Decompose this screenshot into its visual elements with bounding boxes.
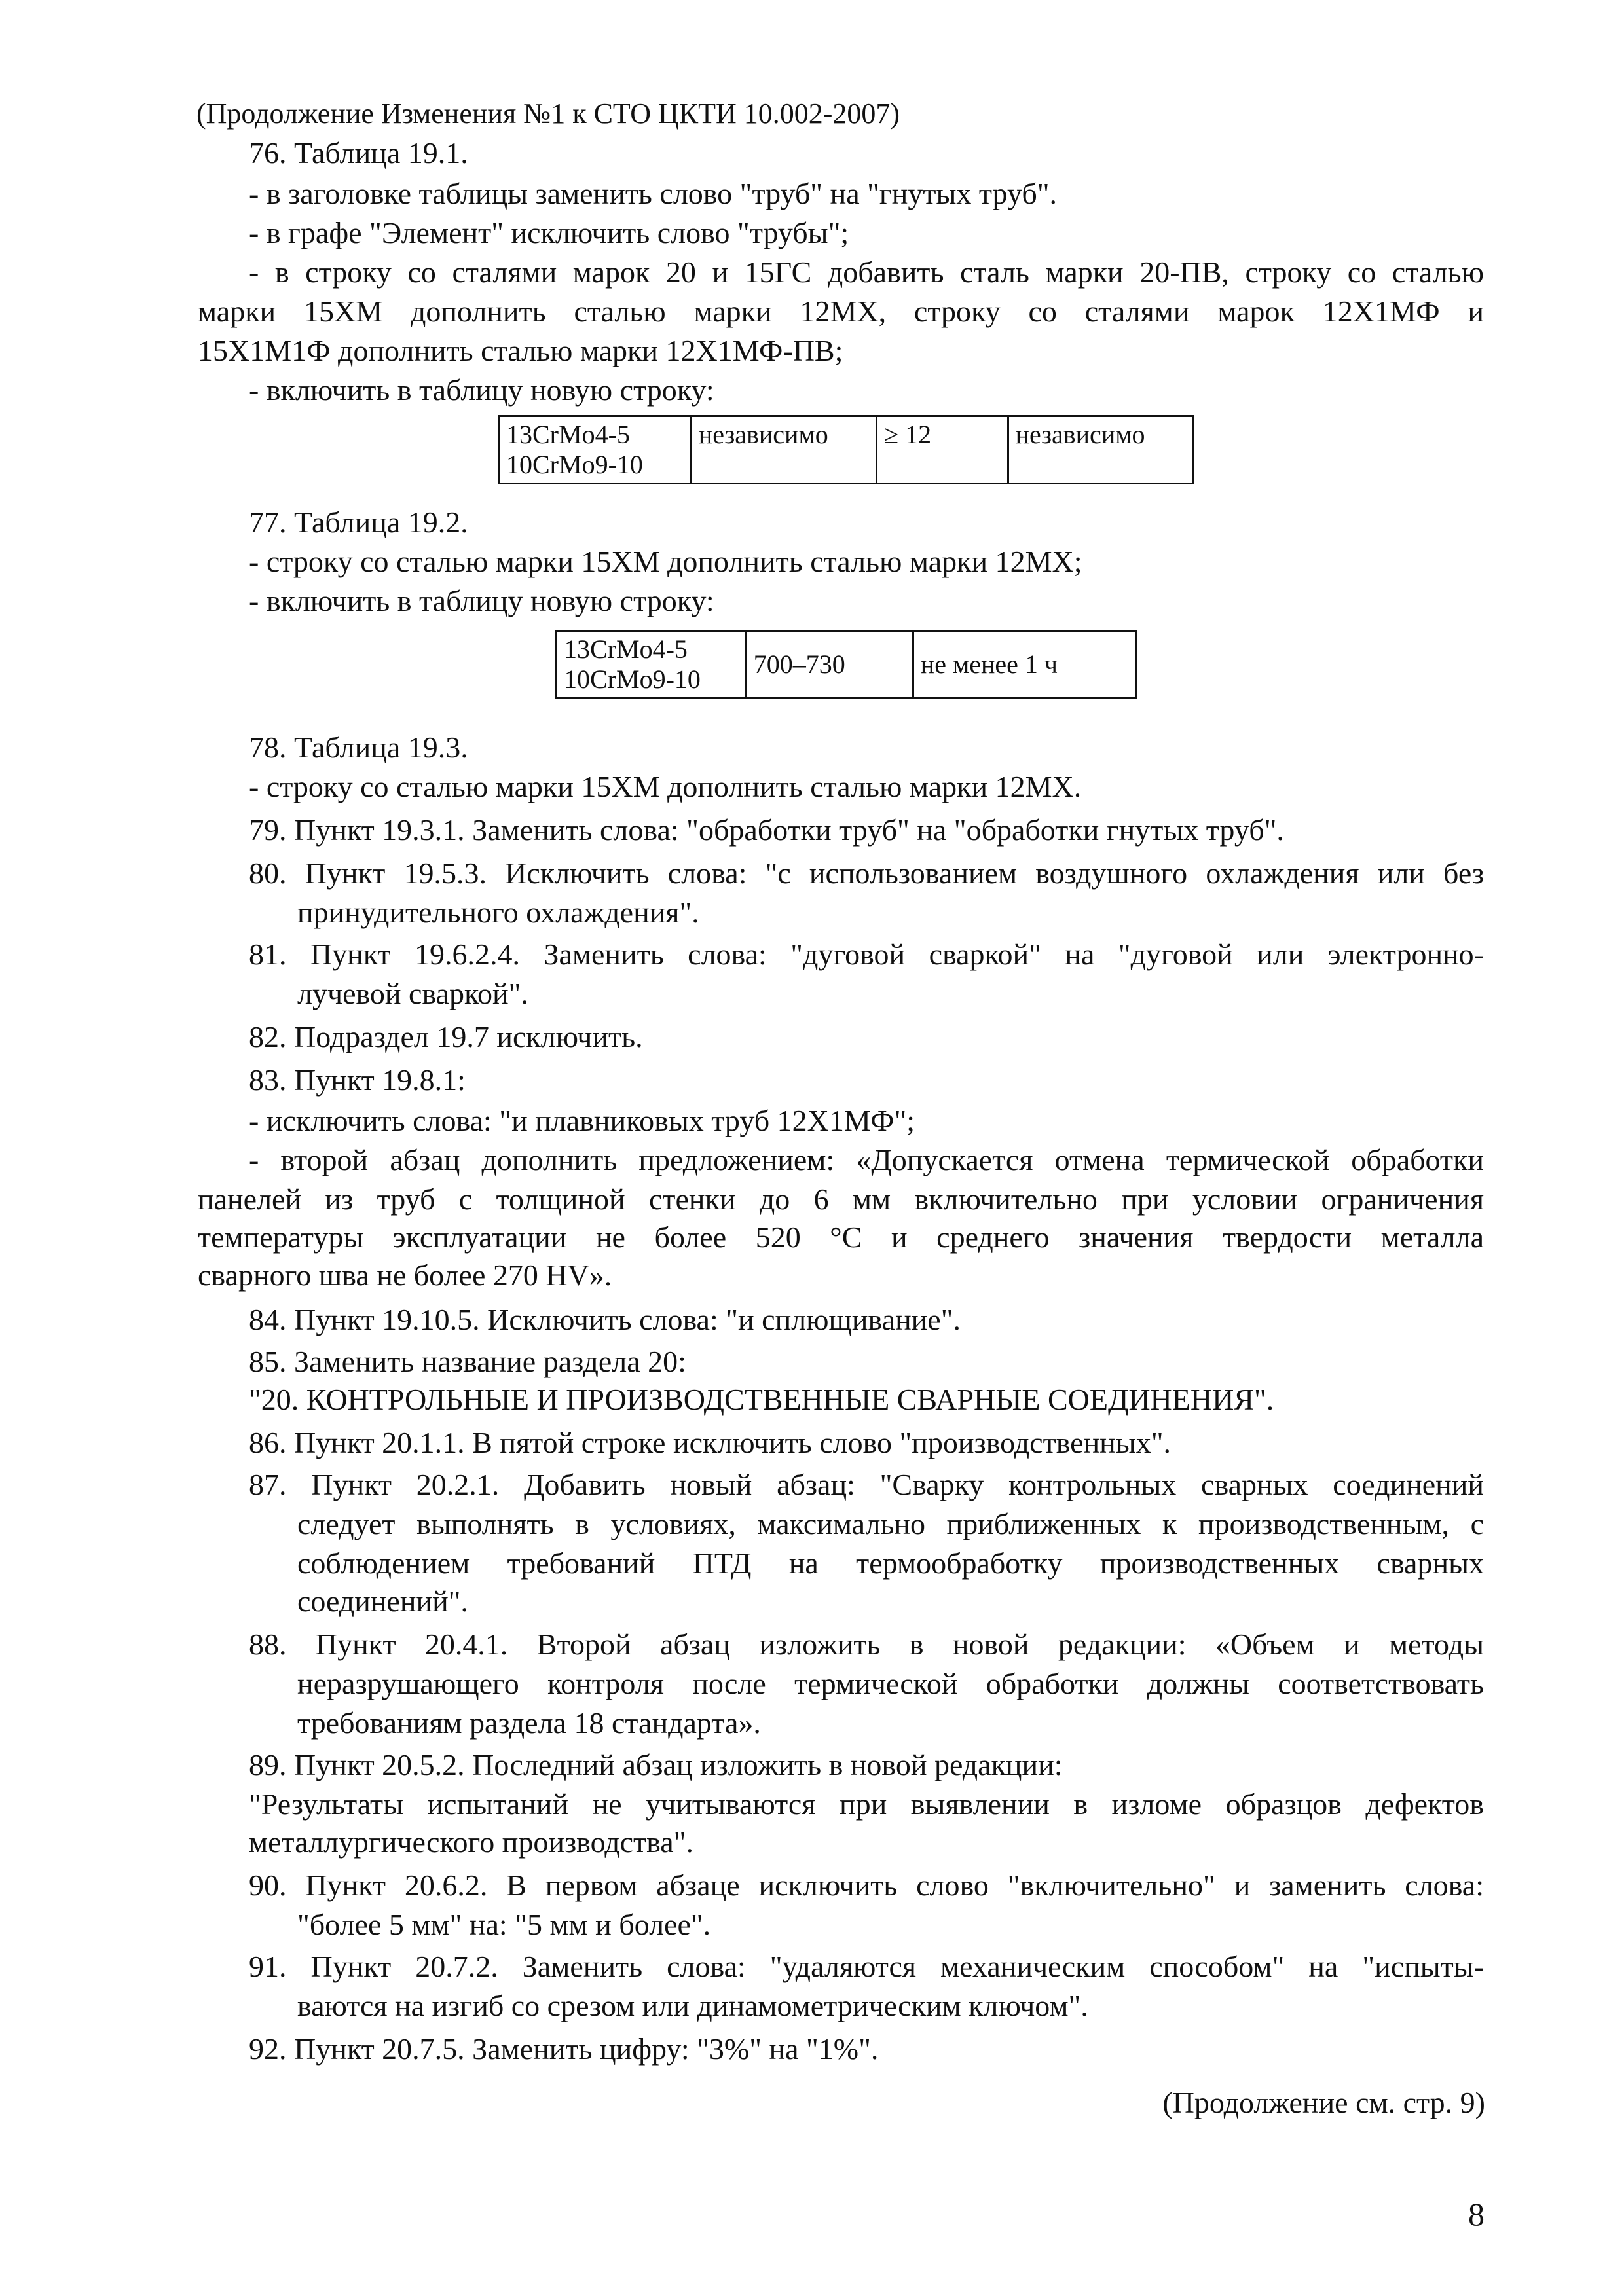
item-76-title: 76. Таблица 19.1.: [249, 136, 468, 170]
item-89-line3: металлургического производства".: [249, 1825, 693, 1859]
item-83-b-line3: температуры эксплуатации не более 520 °С и среднего значения твердости металла: [198, 1220, 1484, 1254]
item-89-line1: 89. Пункт 20.5.2. Последний абзац изложить в новой редакции:: [249, 1748, 1063, 1781]
steel-grade-1: 13CrMo4-5: [506, 420, 630, 449]
item-89-line2: "Результаты испытаний не учитываются при выявлении в изломе образцов дефектов: [249, 1787, 1484, 1821]
item-81-line2: лучевой сваркой".: [297, 977, 528, 1010]
continuation-note: (Продолжение см. стр. 9): [1162, 2086, 1485, 2119]
item-83-a: - исключить слова: "и плавниковых труб 12Х1МФ";: [249, 1104, 915, 1137]
table-cell-col3: ≥ 12: [877, 416, 1008, 484]
item-87-line4: соединений".: [297, 1584, 468, 1618]
item-77-title: 77. Таблица 19.2.: [249, 505, 468, 539]
item-88-line2: неразрушающего контроля после термической обработки должны соответствовать: [297, 1667, 1484, 1700]
item-77-b: - включить в таблицу новую строку:: [249, 584, 714, 617]
table-cell-steel: [499, 416, 692, 484]
steel-grade-2: 10CrMo9-10: [506, 450, 643, 479]
item-78-a: - строку со сталью марки 15ХМ дополнить сталью марки 12МХ.: [249, 770, 1082, 803]
item-78-title: 78. Таблица 19.3.: [249, 731, 468, 764]
table-cell-duration: не менее 1 ч: [913, 631, 1135, 699]
item-87-line1: 87. Пункт 20.2.1. Добавить новый абзац: "Сварку контрольных сварных соединений: [249, 1468, 1484, 1501]
item-81-line1: 81. Пункт 19.6.2.4. Заменить слова: "дуговой сваркой" на "дуговой или электронно-: [249, 938, 1484, 971]
table-row: [499, 416, 1194, 484]
item-83-b-line1: - второй абзац дополнить предложением: «Допускается отмена термической обработки: [249, 1143, 1484, 1176]
item-91-line2: ваются на изгиб со срезом или динамометрическим ключом".: [297, 1989, 1088, 2022]
item-91-line1: 91. Пункт 20.7.2. Заменить слова: "удаляются механическим способом" на "испыты-: [249, 1950, 1484, 1983]
item-82: 82. Подраздел 19.7 исключить.: [249, 1020, 643, 1053]
item-90-line2: "более 5 мм" на: "5 мм и более".: [297, 1908, 711, 1941]
item-92: 92. Пункт 20.7.5. Заменить цифру: "3%" на "1%".: [249, 2032, 879, 2066]
item-80-line2: принудительного охлаждения".: [297, 896, 699, 929]
item-83-title: 83. Пункт 19.8.1:: [249, 1063, 466, 1097]
item-85-line2: "20. КОНТРОЛЬНЫЕ И ПРОИЗВОДСТВЕННЫЕ СВАРНЫЕ СОЕДИНЕНИЯ".: [249, 1383, 1274, 1416]
table-19-2-new-row: [555, 630, 1137, 699]
item-85-line1: 85. Заменить название раздела 20:: [249, 1345, 686, 1378]
item-88-line3: требованиям раздела 18 стандарта».: [297, 1706, 761, 1740]
item-90-line1: 90. Пункт 20.6.2. В первом абзаце исключить слово "включительно" и заменить слова:: [249, 1868, 1484, 1902]
steel-grade-2: 10CrMo9-10: [564, 665, 701, 694]
item-87-line3: соблюдением требований ПТД на термообработку производственных сварных: [297, 1546, 1484, 1580]
item-87-line2: следует выполнять в условиях, максимально приближенных к производственным, с: [297, 1507, 1484, 1540]
item-83-b-line2: панелей из труб с толщиной стенки до 6 мм включительно при условии ограничения: [198, 1182, 1484, 1216]
item-80-line1: 80. Пункт 19.5.3. Исключить слова: "с использованием воздушного охлаждения или без: [249, 856, 1484, 890]
item-84: 84. Пункт 19.10.5. Исключить слова: "и сплющивание".: [249, 1303, 961, 1336]
table-19-1-new-row: [498, 415, 1194, 484]
item-79: 79. Пункт 19.3.1. Заменить слова: "обработки труб" на "обработки гнутых труб".: [249, 813, 1284, 847]
item-76-c-line2: марки 15ХМ дополнить сталью марки 12МХ, строку со сталями марок 12Х1МФ и: [198, 295, 1484, 328]
item-76-c-line1: - в строку со сталями марок 20 и 15ГС добавить сталь марки 20-ПВ, строку со сталью: [249, 255, 1484, 289]
item-88-line1: 88. Пункт 20.4.1. Второй абзац изложить в новой редакции: «Объем и методы: [249, 1628, 1484, 1661]
item-83-b-line4: сварного шва не более 270 HV».: [198, 1258, 612, 1292]
table-cell-col4: независимо: [1008, 416, 1193, 484]
item-76-a: - в заголовке таблицы заменить слово "труб" на "гнутых труб".: [249, 177, 1058, 210]
table-cell-temperature: 700–730: [746, 631, 913, 699]
page-number: 8: [1468, 2196, 1485, 2232]
item-77-a: - строку со сталью марки 15ХМ дополнить сталью марки 12МХ;: [249, 545, 1082, 578]
page-header: (Продолжение Изменения №1 к СТО ЦКТИ 10.002-2007): [196, 98, 900, 130]
table-row: [557, 631, 1136, 699]
table-cell-steel: [557, 631, 747, 699]
item-76-d: - включить в таблицу новую строку:: [249, 373, 714, 407]
item-76-b: - в графе "Элемент" исключить слово "трубы";: [249, 216, 849, 249]
item-76-c-line3: 15Х1М1Ф дополнить сталью марки 12Х1МФ-ПВ;: [198, 334, 843, 367]
steel-grade-1: 13CrMo4-5: [564, 634, 688, 664]
item-86: 86. Пункт 20.1.1. В пятой строке исключить слово "производственных".: [249, 1426, 1171, 1459]
table-cell-col2: независимо: [691, 416, 876, 484]
